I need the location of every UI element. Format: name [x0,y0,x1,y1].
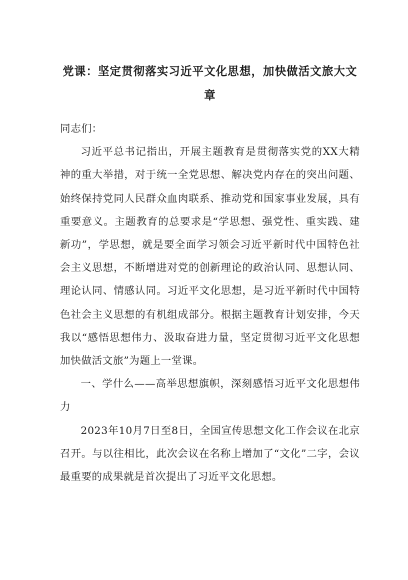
paragraph-intro: 习近平总书记指出，开展主题教育是贯彻落实党的XX大精神的重大举措，对于统一全党思想、解决党内存在的突出问题、始终保持党同人民群众血肉联系、推动党和国家事业发展，具有重要意义。主题教育的总要求是“学思想、强党性、重实践、建新功”，学思想，就是要全面学习领会习近平新时代中国特色社会主义思想，不断增进对党的创新理论的政治认同、思想认同、理论认同、情感认同。习近平文化思想，是习近平新时代中国特色社会主义思想的有机组成部分。根据主题教育计划安排，今天我以“感悟思想伟力、汲取奋进力量，坚定贯彻习近平文化思想加快做活文旅”为题上一堂课。 [60,146,360,368]
document-title: 党课：坚定贯彻落实习近平文化思想，加快做活文旅大文章 [62,65,358,102]
salutation: 同志们： [60,123,103,135]
section-heading-1: 一、学什么——高举思想旗帜，深刻感悟习近平文化思想伟力 [60,378,360,414]
paragraph-meeting: 2023年10月7日至8日，全国宣传思想文化工作会议在北京召开。与以往相比，此次会议在名称上增加了“文化”二字，会议最重要的成果就是首次提出了习近平文化思想。 [60,424,360,484]
document-body [60,118,360,489]
